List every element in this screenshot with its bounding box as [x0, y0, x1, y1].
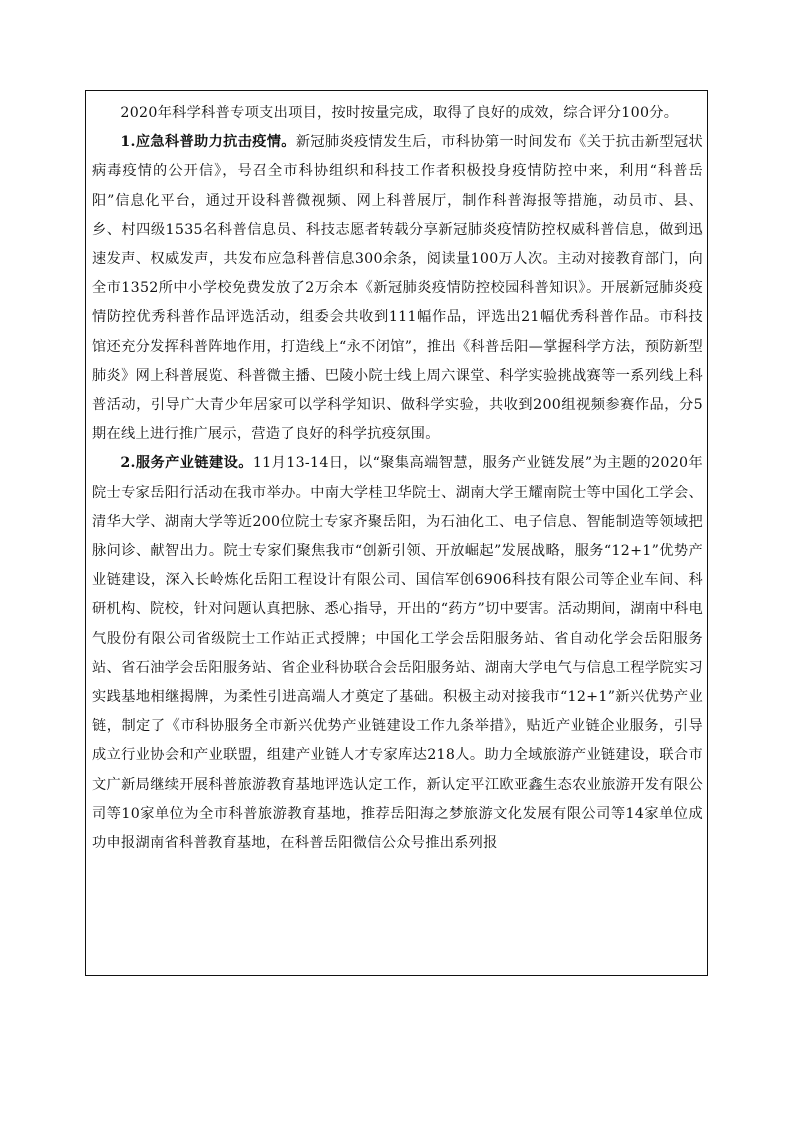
table-cell-frame	[85, 90, 708, 976]
section-heading-2: 2.服务产业链建设。	[120, 455, 253, 472]
section-body-2: 11月13-14日，以“聚集高端智慧，服务产业链发展”为主题的2020年院士专家岳阳行活动在我市举办。中南大学桂卫华院士、湖南大学王耀南院士等中国化工学会、清华大学、湖南大学等近200位院士专家齐聚岳阳，为石油化工、电子信息、智能制造等领域把脉问诊、献智出力。院士专家们聚焦我市“创新引领、开放崛起”发展战略，服务“12+1”优势产业链建设，深入长岭炼化岳阳工程设计有限公司、国信军创6906科技有限公司等企业车间、科研机构、院校，针对问题认真把脉、悉心指导，开出的“药方”切中要害。活动期间，湖南中科电气股份有限公司省级院士工作站正式授牌；中国化工学会岳阳服务站、省自动化学会岳阳服务站、省石油学会岳阳服务站、省企业科协联合会岳阳服务站、湖南大学电气与信息工程学院实习实践基地相继揭牌，为柔性引进高端人才奠定了基础。积极主动对接我市“12+1”新兴优势产业链，制定了《市科协服务全市新兴优势产业链建设工作九条举措》，贴近产业链企业服务，引导成立行业协会和产业联盟，组建产业链人才专家库达218人。助力全域旅游产业链建设，联合市文广新局继续开展科普旅游教育基地评选认定工作，新认定平江欧亚鑫生态农业旅游开发有限公司等10家单位为全市科普旅游教育基地，推荐岳阳海之梦旅游文化发展有限公司等14家单位成功申报湖南省科普教育基地，在科普岳阳微信公众号推出系列报	[92, 455, 703, 852]
document-body	[92, 99, 703, 858]
section-body-1: 新冠肺炎疫情发生后，市科协第一时间发布《关于抗击新型冠状病毒疫情的公开信》，号召全市科协组织和科技工作者积极投身疫情防控中来，利用“科普岳阳”信息化平台，通过开设科普微视频、网上科普展厅，制作科普海报等措施，动员市、县、乡、村四级1535名科普信息员、科技志愿者转载分享新冠肺炎疫情防控权威科普信息，做到迅速发声、权威发声，共发布应急科普信息300余条，阅读量100万人次。主动对接教育部门，向全市1352所中小学校免费发放了2万余本《新冠肺炎疫情防控校园科普知识》。开展新冠肺炎疫情防控优秀科普作品评选活动，组委会共收到111幅作品，评选出21幅优秀科普作品。市科技馆还充分发挥科普阵地作用，打造线上“永不闭馆”，推出《科普岳阳—掌握科学方法，预防新型肺炎》网上科普展览、科普微主播、巴陵小院士线上周六课堂、科学实验挑战赛等一系列线上科普活动，引导广大青少年居家可以学科学知识、做科学实验，共收到200组视频参赛作品，分5期在线上进行推广展示，营造了良好的科学抗疫氛围。	[92, 134, 703, 443]
intro-paragraph: 2020年科学科普专项支出项目，按时按量完成，取得了良好的成效，综合评分100分。	[120, 105, 679, 121]
section-paragraph-2	[92, 449, 703, 858]
section-heading-1: 1.应急科普助力抗击疫情。	[120, 134, 296, 151]
section-paragraph-1	[92, 128, 703, 449]
